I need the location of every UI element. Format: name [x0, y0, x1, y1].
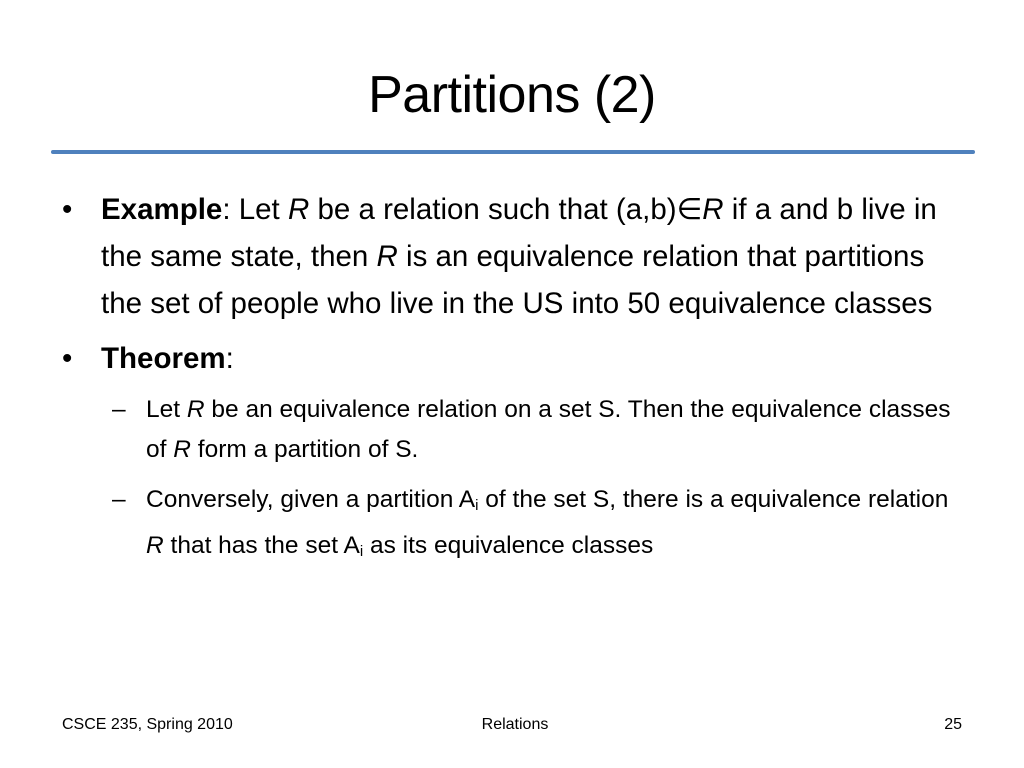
- footer-course: CSCE 235, Spring 2010: [62, 716, 233, 733]
- element-of-symbol: ∈: [676, 193, 703, 226]
- relation-symbol: R: [146, 532, 164, 559]
- bullet-marker: •: [62, 342, 73, 375]
- relation-symbol: R: [287, 193, 310, 226]
- relation-symbol: R: [376, 240, 398, 273]
- subitem-text: be an equivalence relation on a set S. Then the equivalence classes of: [146, 396, 951, 463]
- bullet-example: [62, 186, 962, 327]
- slide-title: Partitions (2): [368, 66, 656, 124]
- relation-symbol: R: [702, 193, 724, 226]
- theorem-subitem-1: [62, 390, 962, 470]
- example-text: be a relation such that (a,b): [309, 193, 677, 226]
- title-underline: [51, 150, 975, 154]
- subitem-marker: –: [112, 486, 126, 513]
- subitem-text: of the set S, there is a equivalence relation: [478, 486, 949, 513]
- example-text: : Let: [222, 193, 288, 226]
- relation-symbol: R: [186, 396, 205, 423]
- subscript-i: i: [359, 543, 364, 560]
- subitem-text: form a partition of S.: [190, 436, 419, 463]
- subitem-marker: –: [112, 396, 126, 423]
- example-text: if a and b live in the same state, then: [101, 193, 937, 273]
- subitem-text: that has the set A: [163, 532, 360, 559]
- example-text: is an equivalence relation that partitions the set of people who live in the US into 50 equivalence classes: [101, 240, 933, 320]
- subitem-text: Let: [146, 396, 187, 423]
- footer-page-number: 25: [944, 716, 962, 733]
- slide-body: [62, 186, 962, 582]
- example-label: Example: [101, 193, 223, 226]
- theorem-label: Theorem: [101, 342, 226, 375]
- subitem-text: as its equivalence classes: [363, 532, 654, 559]
- subscript-i: i: [475, 497, 479, 514]
- bullet-marker: •: [62, 193, 73, 226]
- subitem-text: Conversely, given a partition A: [146, 486, 476, 513]
- footer-topic: Relations: [481, 716, 549, 733]
- theorem-colon: :: [225, 342, 234, 375]
- theorem-subitem-2: [62, 480, 962, 572]
- relation-symbol: R: [173, 436, 191, 463]
- bullet-theorem: [62, 335, 962, 382]
